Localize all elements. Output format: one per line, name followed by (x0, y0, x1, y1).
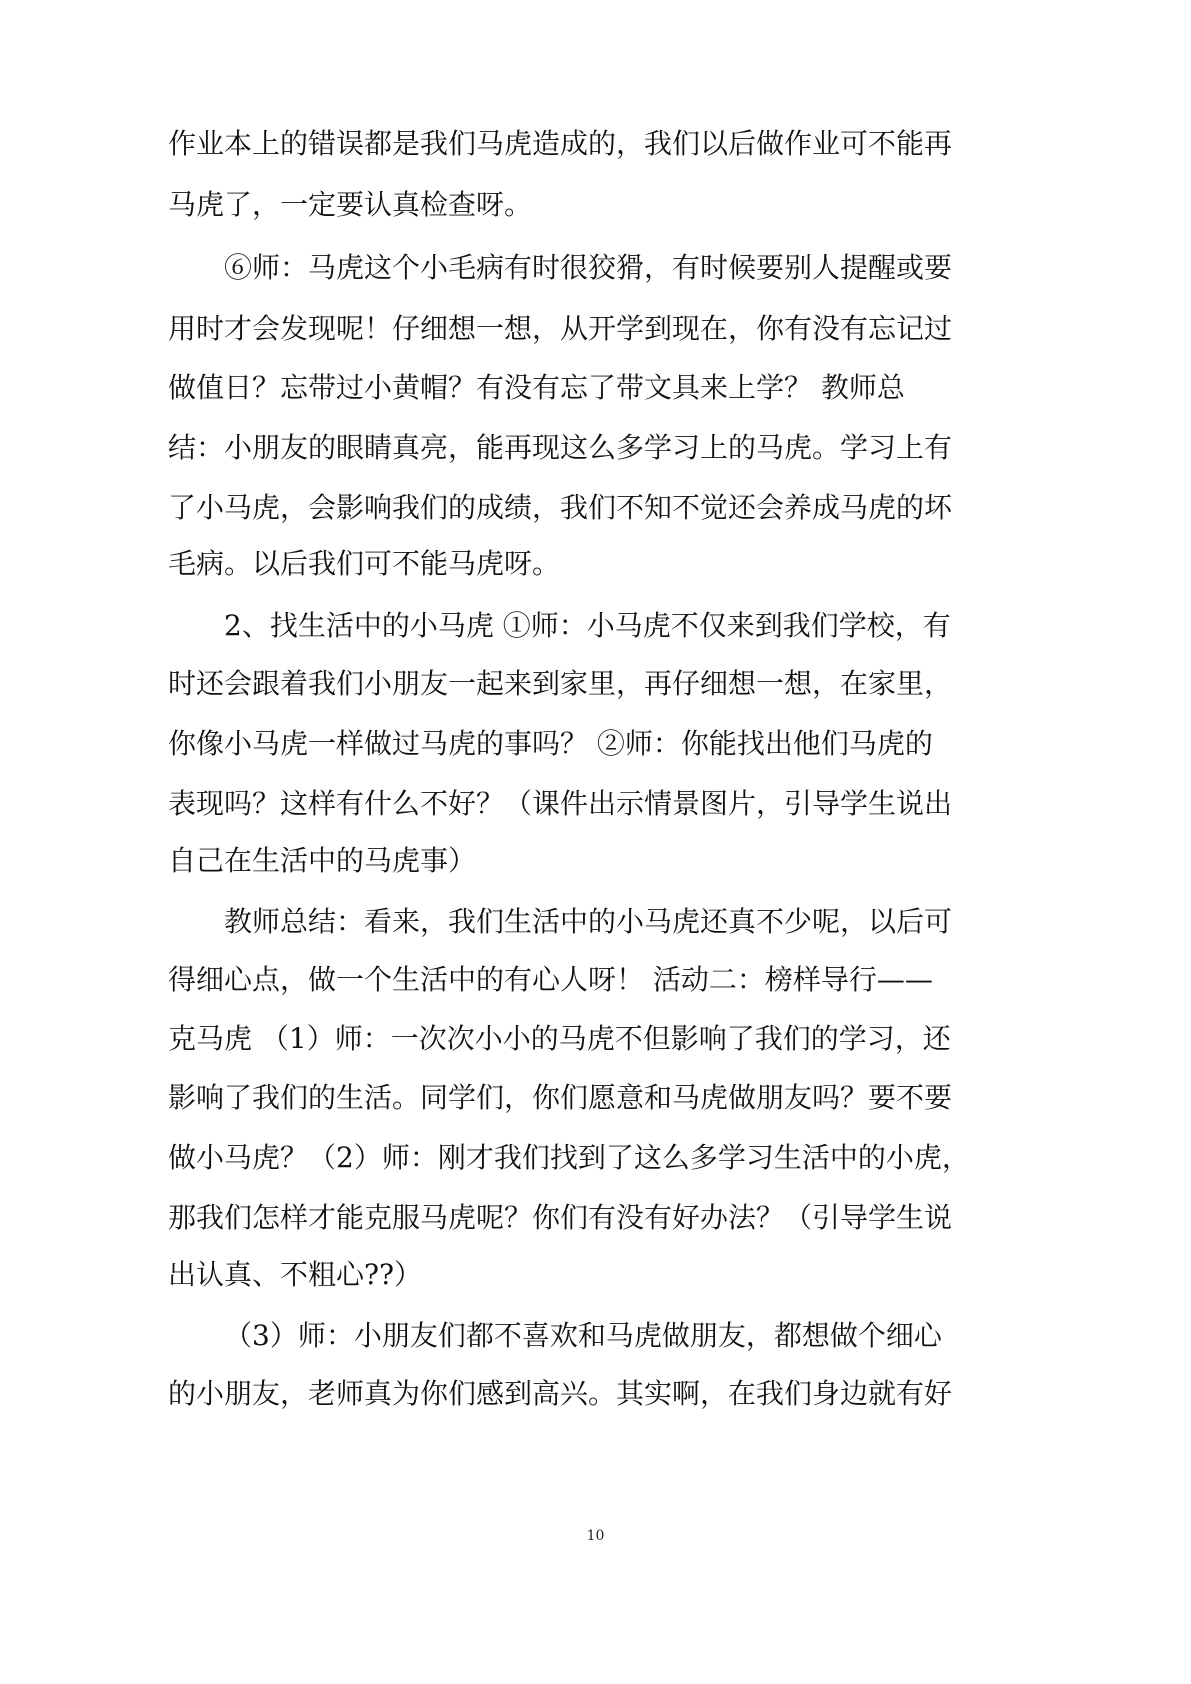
text-line: 出认真、不粗心??） (168, 1258, 423, 1291)
text-line: 影响了我们的生活。同学们，你们愿意和马虎做朋友吗？要不要 (168, 1081, 953, 1114)
text-line: 自己在生活中的马虎事） (168, 844, 477, 877)
text-line: 做值日？忘带过小黄帽？有没有忘了带文具来上学？ 教师总 (168, 371, 905, 404)
text-line: 的小朋友，老师真为你们感到高兴。其实啊，在我们身边就有好 (168, 1377, 953, 1410)
text-line: 得细心点，做一个生活中的有心人呀！ 活动二：榜样导行—— (168, 963, 933, 996)
text-line: 毛病。以后我们可不能马虎呀。 (168, 547, 561, 580)
text-line: 马虎了，一定要认真检查呀。 (168, 188, 533, 221)
page-number: 10 (586, 1528, 605, 1544)
text-line: 你像小马虎一样做过马虎的事吗？ ②师：你能找出他们马虎的 (168, 727, 933, 760)
text-line: 用时才会发现呢！仔细想一想，从开学到现在，你有没有忘记过 (168, 312, 953, 345)
text-line: 了小马虎，会影响我们的成绩，我们不知不觉还会养成马虎的坏 (168, 491, 953, 524)
text-line: 克马虎 （1）师：一次次小小的马虎不但影响了我们的学习，还 (168, 1022, 951, 1055)
text-line: 教师总结：看来，我们生活中的小马虎还真不少呢，以后可 (224, 905, 953, 938)
text-line: ⑥师：马虎这个小毛病有时很狡猾，有时候要别人提醒或要 (224, 251, 953, 284)
text-line: 做小马虎？（2）师：刚才我们找到了这么多学习生活中的小虎， (168, 1141, 970, 1174)
text-line: （3）师：小朋友们都不喜欢和马虎做朋友，都想做个细心 (224, 1319, 942, 1352)
text-line: 2、找生活中的小马虎 ①师：小马虎不仅来到我们学校，有 (224, 609, 951, 642)
text-line: 结：小朋友的眼睛真亮，能再现这么多学习上的马虎。学习上有 (168, 431, 953, 464)
text-line: 时还会跟着我们小朋友一起来到家里，再仔细想一想，在家里， (168, 667, 953, 700)
text-line: 那我们怎样才能克服马虎呢？你们有没有好办法？（引导学生说 (168, 1201, 953, 1234)
text-line: 表现吗？这样有什么不好？（课件出示情景图片，引导学生说出 (168, 787, 953, 820)
text-line: 作业本上的错误都是我们马虎造成的，我们以后做作业可不能再 (168, 127, 953, 160)
